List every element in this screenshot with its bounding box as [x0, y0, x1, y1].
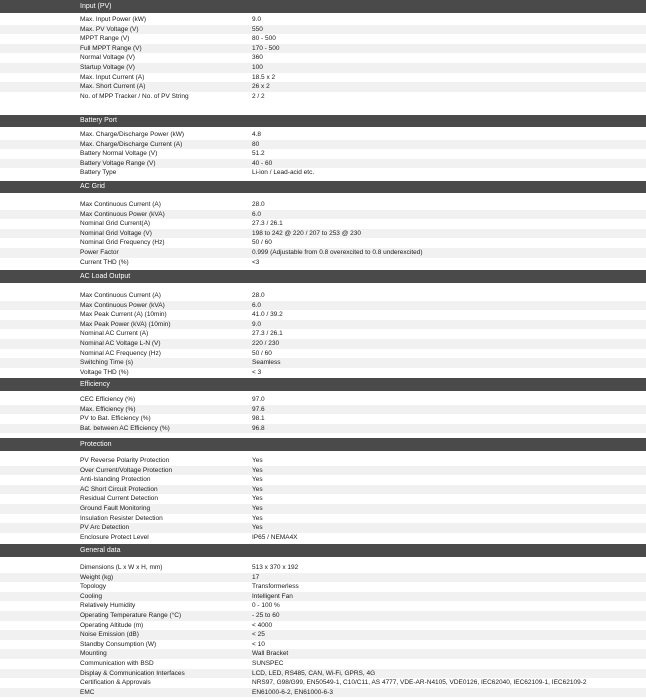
section-header: Battery Port — [0, 115, 646, 127]
spec-row — [0, 405, 646, 415]
spec-value: 513 x 370 x 192 — [252, 564, 299, 571]
spec-row — [0, 168, 646, 178]
spec-value: Yes — [252, 466, 263, 474]
section-header: Input (PV) — [0, 0, 646, 13]
spec-row — [0, 34, 646, 44]
spec-row — [0, 248, 646, 258]
spec-value: - 25 to 60 — [252, 612, 280, 619]
spec-value: 4.8 — [252, 131, 262, 138]
spec-value: 0 - 100 % — [252, 602, 280, 610]
spec-label: Max Continuous Current (A) — [80, 201, 161, 208]
spec-label: PV Reverse Polarity Protection — [80, 457, 170, 464]
spec-value: 41.0 / 39.2 — [252, 311, 283, 319]
spec-label: Max Peak Power (kVA) (10min) — [80, 320, 171, 328]
spec-label: Max Continuous Power (kVA) — [80, 210, 165, 218]
spec-row — [0, 678, 646, 688]
spec-label: Relatively Humidity — [80, 602, 136, 610]
spec-label: PV Arc Detection — [80, 524, 130, 532]
spec-value: 6.0 — [252, 210, 262, 218]
spec-label: Certification & Approvals — [80, 679, 151, 687]
spec-row — [0, 310, 646, 320]
spec-label: Insulation Resister Detection — [80, 514, 163, 522]
section-header: Efficiency — [0, 378, 646, 391]
spec-label: Communication with BSD — [80, 660, 154, 667]
spec-value: 51.2 — [252, 150, 265, 158]
spec-label: Operating Altitude (m) — [80, 621, 144, 629]
spec-value: 80 - 500 — [252, 35, 276, 43]
spec-row — [0, 63, 646, 73]
spec-value: <3 — [252, 258, 260, 266]
spec-row — [0, 339, 646, 349]
spec-label: MPPT Range (V) — [80, 35, 130, 43]
spec-row — [0, 611, 646, 621]
spec-label: Standby Consumption (W) — [80, 640, 157, 648]
spec-label: Max. Short Current (A) — [80, 83, 146, 91]
spec-label: Max. PV Voltage (V) — [80, 25, 139, 33]
spec-row — [0, 424, 646, 434]
spec-label: Switching Time (s) — [80, 359, 134, 367]
spec-label: Normal Voltage (V) — [80, 54, 135, 62]
spec-value: 27.3 / 26.1 — [252, 220, 283, 228]
spec-value: Yes — [252, 524, 263, 532]
spec-value: EN61000-6-2, EN61000-6-3 — [252, 688, 333, 696]
spec-row — [0, 640, 646, 650]
spec-value: SUNSPEC — [252, 660, 284, 667]
spec-row — [0, 238, 646, 248]
section-header: AC Load Output — [0, 270, 646, 283]
spec-value: Yes — [252, 457, 263, 464]
spec-row — [0, 210, 646, 220]
spec-label: No. of MPP Tracker / No. of PV String — [80, 92, 189, 100]
spec-row — [0, 456, 646, 466]
spec-label: Weight (kg) — [80, 573, 114, 581]
spec-label: Current THD (%) — [80, 258, 129, 266]
spec-value: 28.0 — [252, 201, 265, 208]
spec-value: < 3 — [252, 368, 262, 376]
spec-row — [0, 582, 646, 592]
spec-row — [0, 291, 646, 301]
spec-value: 40 - 60 — [252, 159, 273, 167]
spec-value: 97.6 — [252, 405, 265, 413]
section-header: Protection — [0, 438, 646, 451]
spec-row — [0, 92, 646, 102]
spec-row — [0, 130, 646, 140]
spec-row — [0, 621, 646, 631]
spec-value: Yes — [252, 485, 263, 493]
spec-row — [0, 485, 646, 495]
spec-value: 550 — [252, 25, 263, 33]
spec-label: Dimensions (L x W x H, mm) — [80, 564, 163, 571]
spec-label: Max. Efficiency (%) — [80, 405, 136, 413]
spec-row — [0, 25, 646, 35]
spec-label: Topology — [80, 583, 107, 591]
spec-row — [0, 301, 646, 311]
spec-label: Noise Emission (dB) — [80, 631, 139, 639]
spec-row — [0, 229, 646, 239]
section-header: AC Grid — [0, 181, 646, 193]
spec-value: 220 / 230 — [252, 340, 280, 347]
spec-value: 6.0 — [252, 301, 262, 309]
spec-label: Battery Normal Voltage (V) — [80, 150, 158, 158]
spec-row — [0, 601, 646, 611]
spec-row — [0, 159, 646, 169]
spec-value: 17 — [252, 573, 260, 581]
spec-value: < 10 — [252, 640, 265, 648]
spec-label: EMC — [80, 688, 95, 696]
spec-value: Li-ion / Lead-acid etc. — [252, 169, 315, 177]
section-header: General data — [0, 544, 646, 557]
spec-label: AC Short Circuit Protection — [80, 485, 158, 493]
spec-value: 27.3 / 26.1 — [252, 330, 283, 338]
spec-row — [0, 688, 646, 698]
spec-value: 0.999 (Adjustable from 0.8 overexcited to 0.8 underexcited) — [252, 249, 423, 256]
spec-label: Max. Charge/Discharge Power (kW) — [80, 131, 185, 138]
spec-value: 18.5 x 2 — [252, 73, 276, 81]
spec-label: Full MPPT Range (V) — [80, 44, 142, 52]
spec-row — [0, 523, 646, 533]
spec-value: < 4000 — [252, 621, 273, 629]
spec-value: 360 — [252, 54, 263, 62]
spec-row — [0, 358, 646, 368]
spec-label: Startup Voltage (V) — [80, 64, 135, 71]
spec-value: 50 / 60 — [252, 349, 272, 357]
spec-value: 100 — [252, 64, 263, 71]
spec-row — [0, 533, 646, 543]
spec-row — [0, 563, 646, 573]
spec-label: Over Current/Voltage Protection — [80, 466, 173, 474]
spec-value: 97.0 — [252, 396, 265, 403]
spec-value: 96.8 — [252, 424, 265, 432]
spec-row — [0, 592, 646, 602]
spec-value: 80 — [252, 140, 260, 148]
spec-label: Nominal Grid Current(A) — [80, 220, 151, 228]
spec-label: PV to Bat. Efficiency (%) — [80, 415, 151, 423]
spec-value: 28.0 — [252, 292, 265, 299]
spec-row — [0, 73, 646, 83]
spec-value: Yes — [252, 505, 263, 512]
spec-label: Max Peak Current (A) (10min) — [80, 311, 167, 319]
spec-row — [0, 494, 646, 504]
spec-row — [0, 514, 646, 524]
spec-label: Voltage THD (%) — [80, 368, 129, 376]
spec-row — [0, 669, 646, 679]
spec-value: 2 / 2 — [252, 92, 265, 100]
spec-row — [0, 44, 646, 54]
spec-value: 98.1 — [252, 415, 265, 423]
spec-label: Display & Communication Interfaces — [80, 669, 185, 677]
spec-label: Anti-Islanding Protection — [80, 476, 151, 484]
spec-row — [0, 466, 646, 476]
spec-label: Max Continuous Power (kVA) — [80, 301, 165, 309]
spec-row — [0, 149, 646, 159]
spec-row — [0, 475, 646, 485]
spec-label: Nominal AC Current (A) — [80, 330, 149, 338]
spec-label: Nominal AC Frequency (Hz) — [80, 349, 161, 357]
spec-label: Max. Input Current (A) — [80, 73, 145, 81]
spec-value: Yes — [252, 495, 263, 503]
spec-value: 9.0 — [252, 16, 262, 23]
spec-value: < 25 — [252, 631, 265, 639]
spec-row — [0, 573, 646, 583]
spec-row — [0, 630, 646, 640]
spec-row — [0, 649, 646, 659]
spec-label: Mounting — [80, 650, 107, 658]
spec-value: 198 to 242 @ 220 / 207 to 253 @ 230 — [252, 229, 361, 237]
spec-row — [0, 414, 646, 424]
spec-label: Max Continuous Current (A) — [80, 292, 161, 299]
spec-label: Power Factor — [80, 249, 119, 256]
spec-label: Nominal Grid Frequency (Hz) — [80, 239, 165, 247]
spec-value: Transformerless — [252, 583, 299, 591]
spec-value: IP65 / NEMA4X — [252, 533, 298, 541]
spec-row — [0, 140, 646, 150]
spec-row — [0, 82, 646, 92]
spec-label: Enclosure Protect Level — [80, 533, 149, 541]
spec-label: Battery Voltage Range (V) — [80, 159, 156, 167]
spec-row — [0, 258, 646, 268]
spec-label: Bat. between AC Efficiency (%) — [80, 424, 170, 432]
spec-row — [0, 219, 646, 229]
spec-label: Operating Temperature Range (°C) — [80, 612, 182, 619]
spec-label: CEC Efficiency (%) — [80, 396, 136, 403]
spec-value: LCD, LED, RS485, CAN, Wi-Fi, GPRS, 4G — [252, 669, 376, 677]
spec-row — [0, 395, 646, 405]
spec-value: Yes — [252, 514, 263, 522]
spec-value: Seamless — [252, 359, 281, 367]
spec-value: Wall Bracket — [252, 650, 289, 658]
spec-label: Cooling — [80, 592, 103, 600]
spec-row — [0, 349, 646, 359]
spec-label: Ground Fault Monitoring — [80, 505, 151, 512]
spec-label: Max. Input Power (kW) — [80, 16, 147, 23]
spec-value: 170 - 500 — [252, 44, 280, 52]
spec-row — [0, 329, 646, 339]
spec-value: 9.0 — [252, 320, 262, 328]
spec-value: Intelligent Fan — [252, 592, 293, 600]
spec-label: Residual Current Detection — [80, 495, 159, 503]
spec-label: Max. Charge/Discharge Current (A) — [80, 140, 183, 148]
spec-row — [0, 659, 646, 669]
spec-row — [0, 504, 646, 514]
spec-row — [0, 15, 646, 25]
spec-label: Nominal AC Voltage L-N (V) — [80, 340, 161, 347]
spec-row — [0, 53, 646, 63]
spec-row — [0, 320, 646, 330]
spec-row — [0, 200, 646, 210]
spec-label: Battery Type — [80, 169, 117, 177]
spec-value: 50 / 60 — [252, 239, 272, 247]
spec-row — [0, 368, 646, 378]
spec-value: Yes — [252, 476, 263, 484]
spec-value: NRS97, G98/G99, EN50549-1, C10/C11, AS 4777, VDE-AR-N4105, VDE0126, IEC62040, IEC62109-1, IEC62109-2 — [252, 679, 587, 687]
spec-label: Nominal Grid Voltage (V) — [80, 229, 152, 237]
spec-value: 26 x 2 — [252, 83, 270, 91]
